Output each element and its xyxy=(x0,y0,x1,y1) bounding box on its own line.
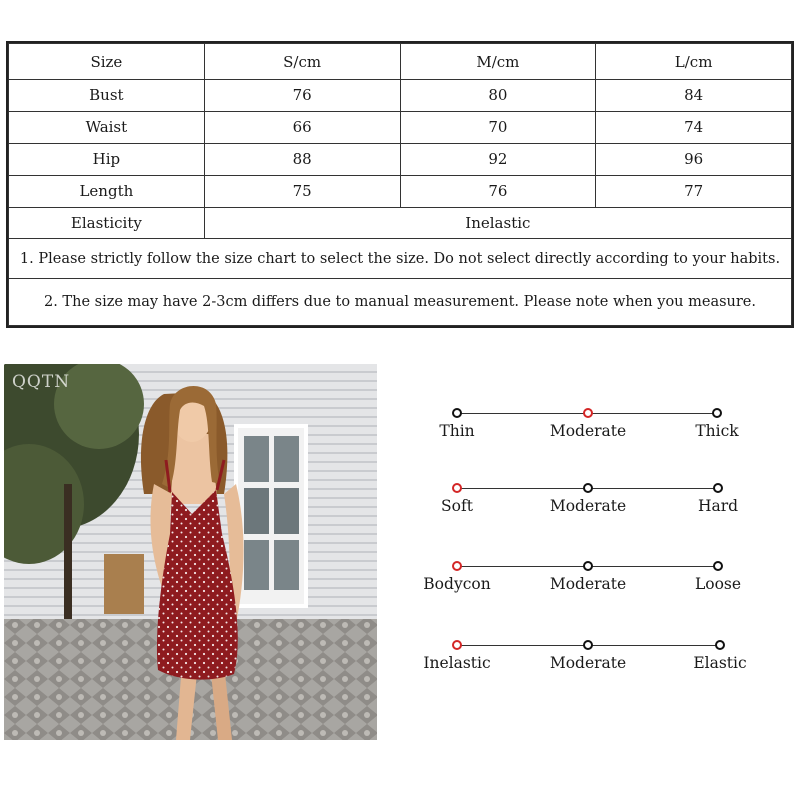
row-label: Bust xyxy=(9,80,205,112)
scale-dot-icon xyxy=(583,561,593,571)
header-cell: M/cm xyxy=(400,44,596,80)
table-cell: 80 xyxy=(400,80,596,112)
thickness-scale xyxy=(400,410,800,450)
table-cell: 70 xyxy=(400,111,596,143)
table-row xyxy=(9,111,792,143)
product-photo xyxy=(4,364,377,740)
scale-option-label: Soft xyxy=(441,497,473,515)
scale-option-label: Moderate xyxy=(549,497,627,515)
table-cell: 96 xyxy=(596,143,792,175)
scale-dot-icon xyxy=(715,640,725,650)
scale-option-label: Loose xyxy=(694,575,742,593)
scale-dot-icon xyxy=(713,561,723,571)
scale-dot-icon xyxy=(452,408,462,418)
table-row xyxy=(9,143,792,175)
scale-option-label: Thin xyxy=(439,422,475,440)
basket xyxy=(104,554,144,614)
scale-dot-icon xyxy=(583,483,593,493)
size-note-2: 2. The size may have 2-3cm differs due to manual measurement. Please note when you measure. xyxy=(9,278,792,325)
model-illustration xyxy=(4,364,377,740)
row-label: Hip xyxy=(9,143,205,175)
scale-option-label: Moderate xyxy=(549,654,627,672)
scale-dot-icon xyxy=(713,483,723,493)
table-header-row xyxy=(9,44,792,80)
table-row xyxy=(9,80,792,112)
attribute-scales xyxy=(400,400,800,700)
header-cell: S/cm xyxy=(204,44,400,80)
note-row xyxy=(9,278,792,325)
row-label: Length xyxy=(9,175,205,207)
scale-option-label: Hard xyxy=(697,497,739,515)
scale-option-label: Inelastic xyxy=(423,654,491,672)
size-chart-table xyxy=(6,41,794,328)
scale-dot-icon xyxy=(452,561,462,571)
scale-dot-icon xyxy=(583,408,593,418)
elasticity-row xyxy=(9,207,792,239)
table-cell: 66 xyxy=(204,111,400,143)
scale-option-label: Moderate xyxy=(549,422,627,440)
watermark: QQTN xyxy=(12,372,71,392)
header-cell: Size xyxy=(9,44,205,80)
table-cell: 75 xyxy=(204,175,400,207)
table-cell: 74 xyxy=(596,111,792,143)
scale-dot-icon xyxy=(712,408,722,418)
elasticity-scale xyxy=(400,642,800,682)
table-cell: 77 xyxy=(596,175,792,207)
elasticity-value: Inelastic xyxy=(204,207,791,239)
scale-option-label: Elastic xyxy=(693,654,747,672)
scale-dot-icon xyxy=(452,640,462,650)
softness-scale xyxy=(400,485,800,525)
note-row xyxy=(9,239,792,278)
fit-scale xyxy=(400,563,800,603)
table-cell: 92 xyxy=(400,143,596,175)
scale-dot-icon xyxy=(452,483,462,493)
table-row xyxy=(9,175,792,207)
size-note-1: 1. Please strictly follow the size chart to select the size. Do not select directly according to your habits. xyxy=(9,239,792,278)
scale-option-label: Thick xyxy=(695,422,739,440)
scale-option-label: Bodycon xyxy=(423,575,491,593)
table-cell: 76 xyxy=(400,175,596,207)
row-label: Elasticity xyxy=(9,207,205,239)
table-cell: 84 xyxy=(596,80,792,112)
table-cell: 76 xyxy=(204,80,400,112)
row-label: Waist xyxy=(9,111,205,143)
scale-option-label: Moderate xyxy=(549,575,627,593)
table-cell: 88 xyxy=(204,143,400,175)
scale-dot-icon xyxy=(583,640,593,650)
header-cell: L/cm xyxy=(596,44,792,80)
